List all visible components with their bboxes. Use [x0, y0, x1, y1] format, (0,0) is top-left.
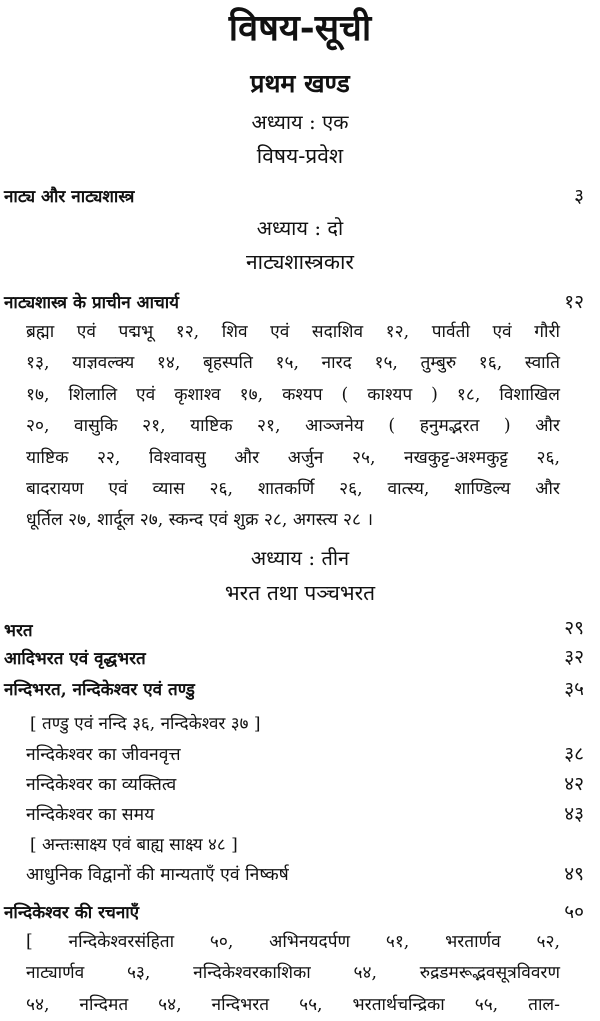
toc-entry-page: ३५ — [564, 678, 584, 700]
detail-line: ब्रह्मा एवं पद्मभू १२, शिव एवं सदाशिव १२, पार्वती एवं गौरी — [26, 322, 560, 342]
detail-line: बादरायण एवं व्यास २६, शातकर्णि २६, वात्स्य, शाण्डिल्य और — [26, 479, 560, 500]
toc-entry-title: नाट्य और नाट्यशास्त्र — [4, 187, 135, 207]
toc-entry-note: [ अन्तःसाक्ष्य एवं बाह्य साक्ष्य ४८ ] — [30, 835, 238, 855]
toc-entry-details — [26, 317, 560, 537]
detail-line: याष्टिक २२, विश्वावसु और अर्जुन २५, नखकुट्ट-अश्मकुट्ट २६, — [26, 447, 560, 468]
toc-entry-page: २९ — [564, 617, 584, 639]
part-heading: प्रथम खण्ड — [250, 69, 350, 98]
toc-entry-page: ३ — [574, 185, 584, 207]
chapter-1-name: विषय-प्रवेश — [256, 144, 344, 168]
chapter-3-name: भरत तथा पञ्चभरत — [224, 581, 376, 605]
toc-entry-title: नन्दिकेश्वर की रचनाएँ — [4, 903, 140, 923]
detail-line: नाट्यार्णव ५३, नन्दिकेश्वरकाशिका ५४, रुद्रडमरूद्भवसूत्रविवरण — [26, 963, 560, 984]
toc-subentry-title: नन्दिकेश्वर का समय — [26, 805, 155, 825]
toc-entry-note: [ तण्डु एवं नन्दि ३६, नन्दिकेश्वर ३७ ] — [30, 714, 261, 734]
toc-entry-title: नन्दिभरत, नन्दिकेश्वर एवं तण्डु — [4, 680, 195, 700]
chapter-3-heading: अध्याय : तीन — [250, 546, 350, 570]
toc-subentry-title: आधुनिक विद्वानों की मान्यताएँ एवं निष्कर्ष — [26, 865, 289, 885]
detail-line: धूर्तिल २७, शार्दूल २७, स्कन्द एवं शुक्र २८, अगस्त्य २८ । — [26, 510, 374, 531]
toc-subentry-page: ४२ — [564, 773, 584, 795]
toc-entry-details — [26, 927, 560, 1021]
detail-line: ५४, नन्दिमत ५४, नन्दिभरत ५५, भरतार्थचन्द्रिका ५५, ताल- — [26, 994, 560, 1015]
toc-entry-title: नाट्यशास्त्र के प्राचीन आचार्य — [4, 293, 180, 313]
chapter-1-heading: अध्याय : एक — [251, 110, 349, 134]
toc-entry-title: आदिभरत एवं वृद्धभरत — [4, 649, 146, 669]
toc-subentry-page: ४३ — [564, 803, 584, 825]
toc-entry-title: भरत — [4, 621, 33, 641]
detail-line: १७, शिलालि एवं कृशाश्व १७, कश्यप ( काश्यप ) १८, विशाखिल — [26, 384, 560, 405]
toc-entry-page: ५० — [564, 901, 584, 923]
toc-entry-page: १२ — [564, 291, 584, 313]
detail-line: २०, वासुकि २१, याष्टिक २१, आञ्जनेय ( हनुमद्भरत ) और — [26, 416, 560, 437]
toc-subentry-title: नन्दिकेश्वर का व्यक्तित्व — [26, 775, 177, 795]
toc-subentry-title: नन्दिकेश्वर का जीवनवृत्त — [26, 745, 181, 765]
toc-subentry-page: ३८ — [564, 743, 584, 765]
detail-line: [ नन्दिकेश्वरसंहिता ५०, अभिनयदर्पण ५१, भरतार्णव ५२, — [26, 932, 560, 952]
toc-entry-page: ३२ — [564, 646, 584, 668]
page-title: विषय-सूची — [228, 7, 372, 49]
detail-line: १३, याज्ञवल्क्य १४, बृहस्पति १५, नारद १५, तुम्बुरु १६, स्वाति — [26, 353, 560, 374]
toc-subentry-page: ४९ — [564, 863, 584, 885]
chapter-2-name: नाट्यशास्त्रकार — [245, 250, 355, 274]
chapter-2-heading: अध्याय : दो — [256, 216, 344, 240]
